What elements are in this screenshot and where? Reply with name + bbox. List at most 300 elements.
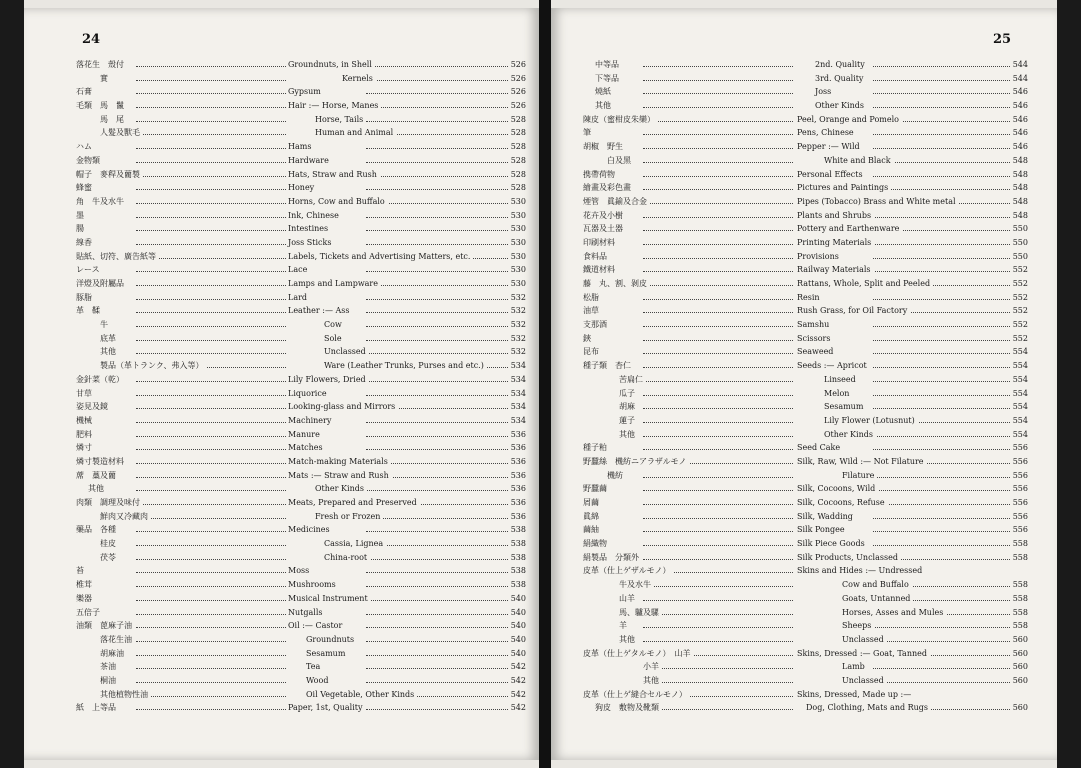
index-entry: [583, 168, 1028, 182]
leader-dots: [643, 326, 793, 327]
japanese-term: 石膏: [76, 85, 95, 99]
leader-dots: [366, 449, 508, 450]
japanese-term: 鋏: [583, 332, 594, 346]
leader-dots: [136, 80, 286, 81]
english-term: Medicines: [288, 523, 333, 537]
japanese-term: 蓆 藁及藺: [76, 469, 119, 483]
page-reference: 532: [510, 333, 526, 343]
english-term: Joss Sticks: [288, 236, 334, 250]
japanese-term: 茶油: [100, 660, 119, 674]
leader-dots: [366, 353, 508, 354]
index-entry: [76, 660, 526, 674]
leader-dots: [136, 627, 286, 628]
index-entry: [76, 181, 526, 195]
english-term: Mats :— Straw and Rush: [288, 469, 392, 483]
index-entry: [76, 250, 526, 264]
page-reference: 532: [510, 320, 526, 330]
index-entry: [76, 154, 526, 168]
leader-dots: [136, 709, 286, 710]
page-reference: 544: [1012, 73, 1028, 83]
page-reference: 560: [1012, 675, 1028, 685]
leader-dots: [136, 134, 286, 135]
english-term: Tea: [306, 660, 323, 674]
index-entry: [76, 496, 526, 510]
leader-dots: [136, 340, 286, 341]
english-term: Railway Materials: [797, 263, 874, 277]
english-term: Intestines: [288, 222, 331, 236]
english-term: Silk, Raw, Wild :— Not Filature: [797, 455, 927, 469]
english-term: Seeds :— Apricot: [797, 359, 870, 373]
japanese-term: 皮革（仕上ゲザルモノ）: [583, 564, 674, 578]
english-term: Lamps and Lampware: [288, 277, 381, 291]
leader-dots: [136, 244, 286, 245]
japanese-term: 油類 蓖麻子油: [76, 619, 135, 633]
index-entry: [76, 455, 526, 469]
index-entry: [583, 647, 1028, 661]
page-reference: 540: [510, 621, 526, 631]
leader-dots: [366, 518, 508, 519]
japanese-term: 其他: [595, 99, 614, 113]
japanese-term: 桂皮: [100, 537, 119, 551]
japanese-term: 落花生油: [100, 633, 135, 647]
index-entry: [76, 578, 526, 592]
leader-dots: [643, 80, 793, 81]
scan-border-right: [1057, 0, 1081, 768]
page-reference: 536: [510, 429, 526, 439]
japanese-term: 羊: [619, 619, 630, 633]
leader-dots: [136, 285, 286, 286]
leader-dots: [873, 176, 1010, 177]
japanese-term: 油草: [583, 304, 602, 318]
japanese-term: 皮革（仕上ゲ縫合セルモノ）: [583, 688, 690, 702]
english-term: Lily Flower (Lotusnut): [824, 414, 918, 428]
leader-dots: [136, 189, 286, 190]
page-reference: 556: [1012, 470, 1028, 480]
leader-dots: [136, 148, 286, 149]
page-reference: 552: [1012, 333, 1028, 343]
japanese-term: 製品（革トランク、弗入等）: [100, 359, 207, 373]
english-term: Paper, 1st, Quality: [288, 701, 366, 715]
leader-dots: [136, 381, 286, 382]
index-entry: [583, 564, 1028, 578]
page-reference: 546: [1012, 114, 1028, 124]
leader-dots: [136, 93, 286, 94]
leader-dots: [643, 668, 793, 669]
leader-dots: [366, 531, 508, 532]
leader-dots: [643, 682, 793, 683]
page-reference: 540: [510, 648, 526, 658]
japanese-term: 金針菜（乾）: [76, 373, 127, 387]
index-entry: [76, 126, 526, 140]
leader-dots: [873, 189, 1010, 190]
index-entry: [76, 58, 526, 72]
leader-dots: [136, 176, 286, 177]
page-reference: 536: [510, 484, 526, 494]
page-reference: 560: [1012, 703, 1028, 713]
english-term: Ink, Chinese: [288, 209, 342, 223]
index-entry: [583, 373, 1028, 387]
page-reference: 530: [510, 279, 526, 288]
leader-dots: [366, 614, 508, 615]
page-reference: 548: [1012, 210, 1028, 220]
japanese-term: 筆: [583, 126, 594, 140]
page-reference: 558: [1012, 580, 1028, 590]
leader-dots: [643, 353, 793, 354]
leader-dots: [873, 80, 1010, 81]
leader-dots: [643, 258, 793, 259]
page-reference: 530: [510, 196, 526, 206]
index-entry: [76, 537, 526, 551]
page-reference: 530: [510, 265, 526, 275]
leader-dots: [366, 586, 508, 587]
page-reference: 550: [1012, 224, 1028, 234]
japanese-term: 屑繭: [583, 496, 602, 510]
leader-dots: [873, 682, 1010, 683]
index-entry: [76, 414, 526, 428]
japanese-term: 姿見及鏡: [76, 400, 111, 414]
leader-dots: [643, 340, 793, 341]
leader-dots: [643, 449, 793, 450]
page-reference: 538: [510, 566, 526, 576]
index-entry: [583, 387, 1028, 401]
japanese-term: 眞綿: [583, 510, 602, 524]
index-entry: [76, 482, 526, 496]
japanese-term: 其他: [619, 428, 638, 442]
leader-dots: [136, 326, 286, 327]
index-entry: [583, 523, 1028, 537]
page-reference: 534: [510, 388, 526, 398]
english-term: Melon: [824, 387, 852, 401]
japanese-term: 其他: [88, 482, 107, 496]
leader-dots: [873, 326, 1010, 327]
japanese-term: 瓦器及土器: [583, 222, 626, 236]
english-term: Rush Grass, for Oil Factory: [797, 304, 910, 318]
index-entry: [583, 140, 1028, 154]
japanese-term: 革 鞣: [76, 304, 103, 318]
index-entry: [76, 236, 526, 250]
japanese-term: 昆布: [583, 345, 602, 359]
leader-dots: [366, 381, 508, 382]
index-entry: [583, 469, 1028, 483]
japanese-term: 野蠶繭: [583, 482, 610, 496]
english-term: Liquorice: [288, 387, 330, 401]
leader-dots: [366, 93, 508, 94]
page-reference: 558: [1012, 593, 1028, 603]
japanese-term: 肥料: [76, 428, 95, 442]
index-entry: [76, 222, 526, 236]
page-reference: 556: [1012, 443, 1028, 453]
leader-dots: [873, 545, 1010, 546]
english-term: Pottery and Earthenware: [797, 222, 902, 236]
leader-dots: [643, 709, 793, 710]
japanese-term: 狗皮 敷物及靴類: [595, 701, 662, 715]
leader-dots: [873, 162, 1010, 163]
english-term: Cow and Buffalo: [842, 578, 912, 592]
page-reference: 558: [1012, 621, 1028, 631]
english-term: Pens, Chinese: [797, 126, 857, 140]
page-reference: 542: [510, 703, 526, 713]
leader-dots: [136, 107, 286, 108]
leader-dots: [136, 299, 286, 300]
japanese-term: 機紡: [607, 469, 626, 483]
english-term: Silk Piece Goods: [797, 537, 868, 551]
leader-dots: [136, 696, 286, 697]
page-reference: 538: [510, 539, 526, 549]
leader-dots: [136, 641, 286, 642]
japanese-term: 底革: [100, 332, 119, 346]
english-term: Silk Pongee: [797, 523, 848, 537]
japanese-term: 鐵道材料: [583, 263, 618, 277]
index-entry: [583, 154, 1028, 168]
english-term: Mushrooms: [288, 578, 339, 592]
leader-dots: [136, 230, 286, 231]
english-term: Matches: [288, 441, 326, 455]
japanese-term: 角 牛及水牛: [76, 195, 127, 209]
english-term: Silk, Wadding: [797, 510, 856, 524]
english-term: Meats, Prepared and Preserved: [288, 496, 420, 510]
japanese-term: 煙管 眞鍮及合金: [583, 195, 650, 209]
leader-dots: [643, 66, 793, 67]
leader-dots: [136, 121, 286, 122]
page-reference: 556: [1012, 484, 1028, 494]
leader-dots: [366, 668, 508, 669]
leader-dots: [643, 121, 793, 122]
leader-dots: [873, 531, 1010, 532]
english-term: Hair :— Horse, Manes: [288, 99, 381, 113]
english-term: China-root: [324, 551, 370, 565]
leader-dots: [366, 312, 508, 313]
page-reference: 558: [1012, 552, 1028, 562]
leader-dots: [136, 66, 286, 67]
japanese-term: 支那酒: [583, 318, 610, 332]
page-reference: 530: [510, 251, 526, 261]
english-term: Moss: [288, 564, 312, 578]
page-reference: 528: [510, 142, 526, 152]
english-term: Looking-glass and Mirrors: [288, 400, 398, 414]
page-reference: 526: [510, 73, 526, 83]
leader-dots: [873, 668, 1010, 669]
japanese-term: 苦扁仁: [619, 373, 646, 387]
index-entry: [76, 113, 526, 127]
japanese-term: 茯苓: [100, 551, 119, 565]
leader-dots: [366, 326, 508, 327]
leader-dots: [366, 627, 508, 628]
japanese-term: 花卉及小樹: [583, 209, 626, 223]
leader-dots: [643, 176, 793, 177]
page-reference: 532: [510, 292, 526, 302]
japanese-term: 洋燈及附屬品: [76, 277, 127, 291]
leader-dots: [643, 230, 793, 231]
english-term: Oil Vegetable, Other Kinds: [306, 688, 417, 702]
leader-dots: [136, 436, 286, 437]
index-entry: [76, 359, 526, 373]
english-term: Samshu: [797, 318, 832, 332]
page-reference: 546: [1012, 142, 1028, 152]
leader-dots: [366, 107, 508, 108]
page-reference: 538: [510, 580, 526, 590]
page-reference: 550: [1012, 237, 1028, 247]
english-term: Nutgalls: [288, 606, 325, 620]
english-term: Scissors: [797, 332, 833, 346]
english-term: Peel, Orange and Pomelo: [797, 113, 902, 127]
index-entry: [583, 236, 1028, 250]
english-term: Rattans, Whole, Split and Peeled: [797, 277, 933, 291]
japanese-term: 食料品: [583, 250, 610, 264]
japanese-term: 金物類: [76, 154, 103, 168]
japanese-term: 肉類 調理及味付: [76, 496, 143, 510]
japanese-term: 豚脂: [76, 291, 95, 305]
index-entry: [76, 209, 526, 223]
page-reference: 546: [1012, 101, 1028, 111]
leader-dots: [136, 668, 286, 669]
japanese-term: 山羊: [619, 592, 638, 606]
index-entry: [583, 482, 1028, 496]
index-entry: [76, 674, 526, 688]
japanese-term: 野蠶絲 機紡ニアラザルモノ: [583, 455, 690, 469]
leader-dots: [136, 422, 286, 423]
page-reference: 556: [1012, 498, 1028, 507]
page-reference: 532: [510, 306, 526, 316]
leader-dots: [366, 709, 508, 710]
leader-dots: [136, 490, 286, 491]
english-term: Unclassed: [842, 633, 887, 647]
japanese-term: 白及黑: [607, 154, 634, 168]
english-term: Fresh or Frozen: [315, 510, 383, 524]
page-reference: 534: [510, 361, 526, 371]
page-reference: 542: [510, 675, 526, 685]
leader-dots: [873, 148, 1010, 149]
page-reference: 532: [510, 347, 526, 357]
index-entry: [583, 85, 1028, 99]
leader-dots: [366, 559, 508, 560]
english-term: Lace: [288, 263, 310, 277]
index-entry: [583, 660, 1028, 674]
page-reference: 556: [1012, 525, 1028, 535]
index-entry: [76, 263, 526, 277]
leader-dots: [643, 312, 793, 313]
english-term: Other Kinds: [824, 428, 876, 442]
index-entry: [76, 701, 526, 715]
index-entry: [583, 633, 1028, 647]
english-term: Groundnuts, in Shell: [288, 58, 375, 72]
page-reference: 554: [1012, 388, 1028, 398]
leader-dots: [643, 217, 793, 218]
english-term: Hardware: [288, 154, 332, 168]
leader-dots: [643, 614, 793, 615]
japanese-term: 五倍子: [76, 606, 103, 620]
english-term: Seed Cake: [797, 441, 843, 455]
leader-dots: [873, 395, 1010, 396]
leader-dots: [643, 518, 793, 519]
leader-dots: [643, 641, 793, 642]
page-reference: 554: [1012, 415, 1028, 425]
leader-dots: [873, 340, 1010, 341]
japanese-term: 繭紬: [583, 523, 602, 537]
leader-dots: [873, 258, 1010, 259]
japanese-term: 陳皮（蜜柑皮朱欒）: [583, 113, 658, 127]
japanese-term: 中等品: [595, 58, 622, 72]
leader-dots: [136, 682, 286, 683]
japanese-term: 人髮及獸毛: [100, 126, 143, 140]
leader-dots: [136, 531, 286, 532]
english-term: Leather :— Ass: [288, 304, 353, 318]
leader-dots: [366, 80, 508, 81]
index-entry: [76, 291, 526, 305]
leader-dots: [873, 367, 1010, 368]
japanese-term: ハム: [76, 140, 95, 154]
leader-dots: [366, 395, 508, 396]
japanese-term: 蓮子: [619, 414, 638, 428]
page-number: 25: [993, 32, 1012, 47]
leader-dots: [366, 217, 508, 218]
index-entry: [76, 332, 526, 346]
page-reference: 550: [1012, 251, 1028, 261]
page-reference: 538: [510, 552, 526, 562]
leader-dots: [643, 148, 793, 149]
index-entry: [76, 373, 526, 387]
leader-dots: [873, 408, 1010, 409]
leader-dots: [366, 271, 508, 272]
leader-dots: [136, 600, 286, 601]
page-reference: 530: [510, 224, 526, 234]
japanese-term: 携帶荷物: [583, 168, 618, 182]
index-entry: [76, 168, 526, 182]
page-reference: 548: [1012, 196, 1028, 206]
index-entry: [76, 606, 526, 620]
japanese-term: 胡麻油: [100, 647, 127, 661]
japanese-term: 松脂: [583, 291, 602, 305]
japanese-term: 牛: [100, 318, 111, 332]
japanese-term: 實: [100, 72, 111, 86]
japanese-term: 藥品 各種: [76, 523, 119, 537]
leader-dots: [643, 477, 793, 478]
index-entry: [583, 537, 1028, 551]
english-term: Pepper :— Wild: [797, 140, 863, 154]
index-entry: [583, 428, 1028, 442]
english-term: Manure: [288, 428, 323, 442]
japanese-term: 繪畫及彩色畫: [583, 181, 634, 195]
leader-dots: [136, 518, 286, 519]
page-reference: 534: [510, 402, 526, 412]
page-reference: 526: [510, 101, 526, 111]
english-term: Labels, Tickets and Advertising Matters, etc.: [288, 250, 473, 264]
page-reference: 526: [510, 60, 526, 69]
english-term: Ware (Leather Trunks, Purses and etc.): [324, 359, 487, 373]
leader-dots: [366, 641, 508, 642]
leader-dots: [643, 586, 793, 587]
index-entry: [583, 304, 1028, 318]
leader-dots: [873, 244, 1010, 245]
leader-dots: [136, 162, 286, 163]
english-term: Silk, Cocoons, Refuse: [797, 496, 888, 510]
english-term: Lamb: [842, 660, 868, 674]
leader-dots: [873, 627, 1010, 628]
leader-dots: [873, 353, 1010, 354]
leader-dots: [873, 490, 1010, 491]
leader-dots: [643, 559, 793, 560]
leader-dots: [873, 641, 1010, 642]
japanese-term: 其他: [100, 345, 119, 359]
leader-dots: [873, 381, 1010, 382]
japanese-term: 鮮肉又冷藏肉: [100, 510, 151, 524]
leader-dots: [643, 422, 793, 423]
japanese-term: 種子類 杏仁: [583, 359, 634, 373]
index-entry: [76, 387, 526, 401]
english-term: Silk Products, Unclassed: [797, 551, 901, 565]
leader-dots: [873, 477, 1010, 478]
english-term: Provisions: [797, 250, 842, 264]
page-reference: 530: [510, 237, 526, 247]
